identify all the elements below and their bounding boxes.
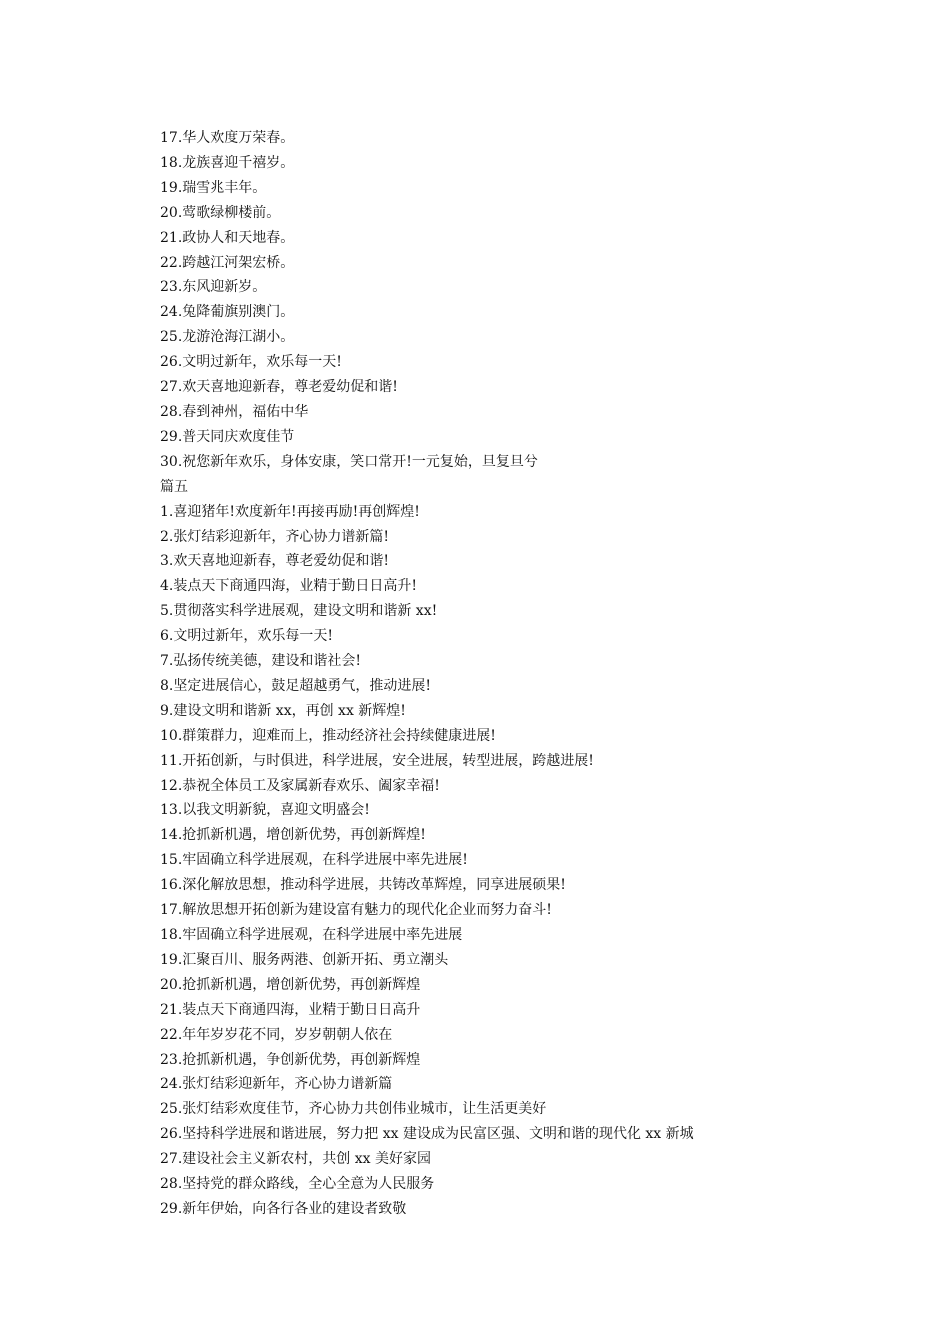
text-line: 14.抢抓新机遇，增创新优势，再创新辉煌! <box>160 827 426 844</box>
text-line: 24.兔降葡旗别澳门。 <box>160 304 295 321</box>
text-line: 30.祝您新年欢乐，身体安康，笑口常开!一元复始，旦复旦兮 <box>160 453 538 470</box>
text-line: 8.坚定进展信心，鼓足超越勇气，推动进展! <box>160 677 431 694</box>
text-line: 22.年年岁岁花不同，岁岁朝朝人依在 <box>160 1026 393 1043</box>
text-line: 2.张灯结彩迎新年，齐心协力谱新篇! <box>160 528 389 545</box>
text-line: 20.莺歌绿柳楼前。 <box>160 204 281 221</box>
text-line: 24.张灯结彩迎新年，齐心协力谱新篇 <box>160 1076 393 1093</box>
text-line: 23.抢抓新机遇，争创新优势，再创新辉煌 <box>160 1051 421 1068</box>
text-line: 16.深化解放思想，推动科学进展，共铸改革辉煌，同享进展硕果! <box>160 877 566 894</box>
text-line: 25.张灯结彩欢度佳节，齐心协力共创伟业城市，让生活更美好 <box>160 1101 547 1118</box>
text-line: 10.群策群力，迎难而上，推动经济社会持续健康进展! <box>160 727 496 744</box>
text-line: 18.牢固确立科学进展观，在科学进展中率先进展 <box>160 927 463 943</box>
text-line: 26.文明过新年，欢乐每一天! <box>160 354 342 371</box>
text-line: 1.喜迎猪年!欢度新年!再接再励!再创辉煌! <box>160 503 420 520</box>
text-line: 5.贯彻落实科学进展观，建设文明和谐新 xx! <box>160 603 438 620</box>
text-line: 28.春到神州，福佑中华 <box>160 403 309 420</box>
text-line: 28.坚持党的群众路线，全心全意为人民服务 <box>160 1176 435 1193</box>
text-line: 23.东风迎新岁。 <box>160 279 267 296</box>
text-line: 13.以我文明新貌，喜迎文明盛会! <box>160 802 370 819</box>
text-line: 21.装点天下商通四海，业精于勤日日高升 <box>160 1001 421 1018</box>
text-line: 26.坚持科学进展和谐进展，努力把 xx 建设成为民富区强、文明和谐的现代化 xx 新城 <box>160 1126 694 1143</box>
text-line: 29.普天同庆欢度佳节 <box>160 428 295 445</box>
text-line: 19.瑞雪兆丰年。 <box>160 179 267 196</box>
text-line: 21.政协人和天地春。 <box>160 229 295 246</box>
text-line: 9.建设文明和谐新 xx，再创 xx 新辉煌! <box>160 702 406 719</box>
text-line: 17.华人欢度万荣春。 <box>160 130 295 146</box>
section-title: 篇五 <box>160 478 188 495</box>
text-line: 20.抢抓新机遇，增创新优势，再创新辉煌 <box>160 976 421 993</box>
text-line: 22.跨越江河架宏桥。 <box>160 254 295 271</box>
text-line: 27.建设社会主义新农村，共创 xx 美好家园 <box>160 1151 431 1168</box>
text-line: 11.开拓创新，与时俱进，科学进展，安全进展，转型进展，跨越进展! <box>160 752 594 769</box>
text-line: 19.汇聚百川、服务两港、创新开拓、勇立潮头 <box>160 951 449 968</box>
text-line: 6.文明过新年，欢乐每一天! <box>160 628 333 645</box>
text-line: 3.欢天喜地迎新春，尊老爱幼促和谐! <box>160 553 389 570</box>
text-line: 27.欢天喜地迎新春，尊老爱幼促和谐! <box>160 379 398 396</box>
text-line: 25.龙游沧海江湖小。 <box>160 329 295 346</box>
text-line: 29.新年伊始，向各行各业的建设者致敬 <box>160 1200 407 1217</box>
text-line: 4.装点天下商通四海，业精于勤日日高升! <box>160 578 417 595</box>
text-line: 15.牢固确立科学进展观，在科学进展中率先进展! <box>160 852 468 869</box>
text-line: 17.解放思想开拓创新为建设富有魅力的现代化企业而努力奋斗! <box>160 902 552 919</box>
text-line: 18.龙族喜迎千禧岁。 <box>160 154 295 171</box>
text-line: 12.恭祝全体员工及家属新春欢乐、阖家幸福! <box>160 777 440 794</box>
document-body <box>160 126 880 1222</box>
text-line: 7.弘扬传统美德，建设和谐社会! <box>160 653 361 670</box>
